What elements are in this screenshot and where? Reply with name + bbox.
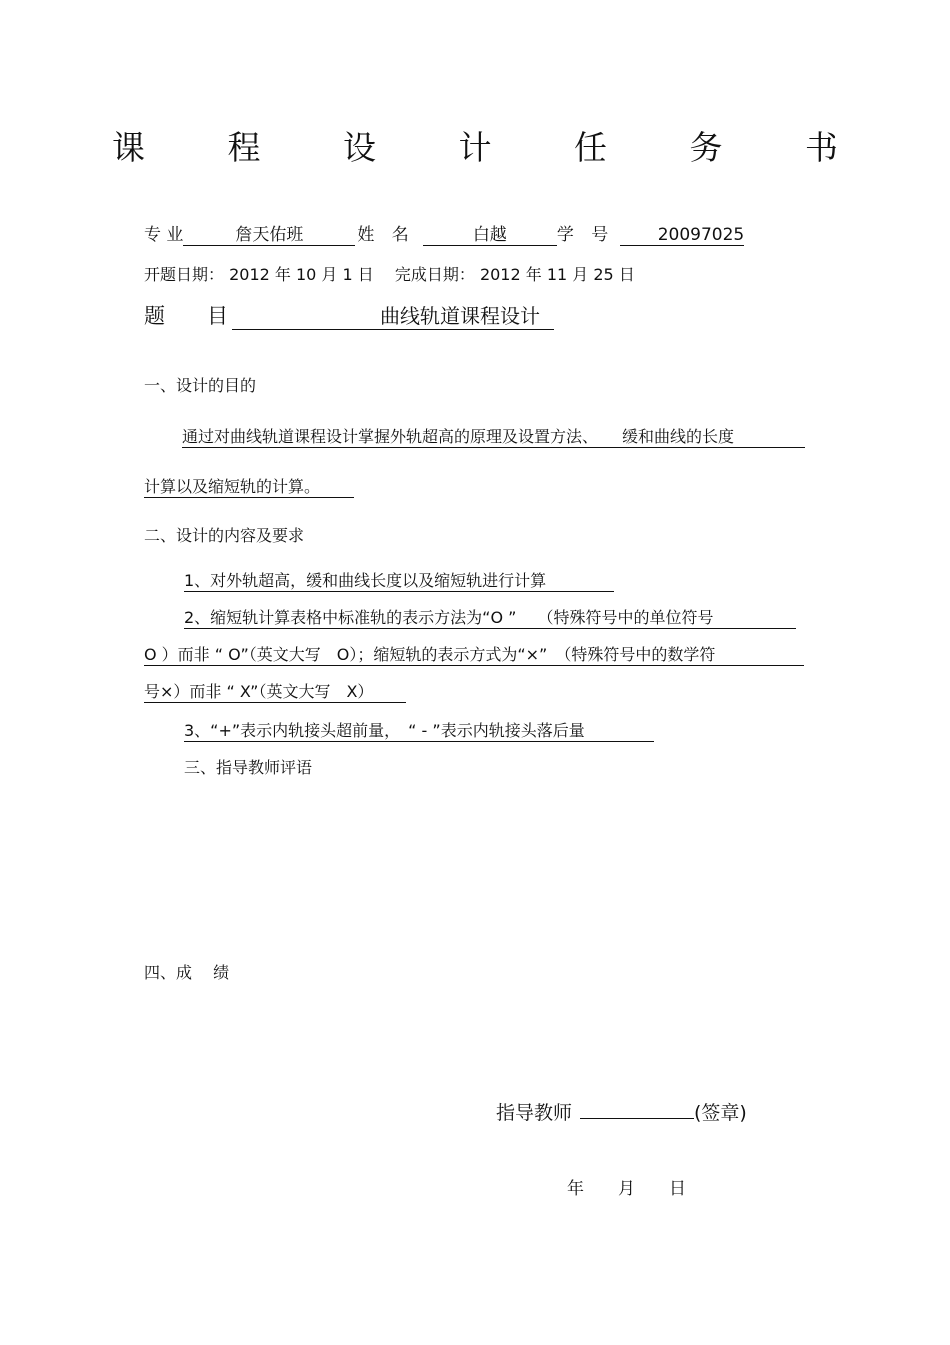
student-info-row: [144, 220, 744, 246]
date-row: 开题日期： 2012 年 10 月 1 日 完成日期： 2012 年 11 月 25 日: [144, 265, 635, 284]
section-3-heading: 三、指导教师评语: [184, 758, 313, 777]
requirement-item-2-line-1: 2、缩短轨计算表格中标准轨的表示方法为“O ” （特殊符号中的单位符号: [184, 605, 796, 629]
topic-label: 题 目: [144, 304, 228, 328]
signature-blank: [580, 1098, 694, 1119]
signature-date: 年 月 日: [567, 1179, 686, 1199]
name-value: 白越: [423, 225, 557, 246]
major-label: 专 业: [144, 225, 184, 245]
advisor-label: 指导教师: [496, 1102, 573, 1124]
seal-label: (签章): [694, 1102, 747, 1124]
major-value: 詹天佑班: [183, 225, 355, 246]
student-id-value: 20097025: [620, 225, 744, 246]
page-title: 课 程 设 计 任 务 书: [112, 128, 874, 167]
topic-value: 曲线轨道课程设计: [232, 303, 554, 330]
section-1-heading: 一、设计的目的: [144, 376, 257, 395]
requirement-item-1: 1、对外轨超高，缓和曲线长度以及缩短轨进行计算: [184, 568, 614, 592]
section-4-heading: 四、成 绩: [144, 963, 230, 982]
section-2-heading: 二、设计的内容及要求: [144, 526, 305, 545]
section-1-text-line-1: 通过对曲线轨道课程设计掌握外轨超高的原理及设置方法、 缓和曲线的长度: [182, 424, 805, 448]
requirement-item-2-line-2: O ）而非 “ O”（英文大写 O）；缩短轨的表示方式为“×” （特殊符号中的数学符: [144, 642, 804, 666]
requirement-item-2-line-3: 号×）而非 “ X”（英文大写 X）: [144, 679, 406, 703]
section-1-text-line-2: 计算以及缩短轨的计算。: [144, 474, 354, 498]
student-id-label: 学 号: [556, 225, 615, 245]
requirement-item-3: 3、“+”表示内轨接头超前量， “ - ”表示内轨接头落后量: [184, 718, 654, 742]
name-label: 姓 名: [357, 225, 415, 245]
topic-row: [144, 300, 554, 330]
signature-line: [496, 1098, 747, 1125]
